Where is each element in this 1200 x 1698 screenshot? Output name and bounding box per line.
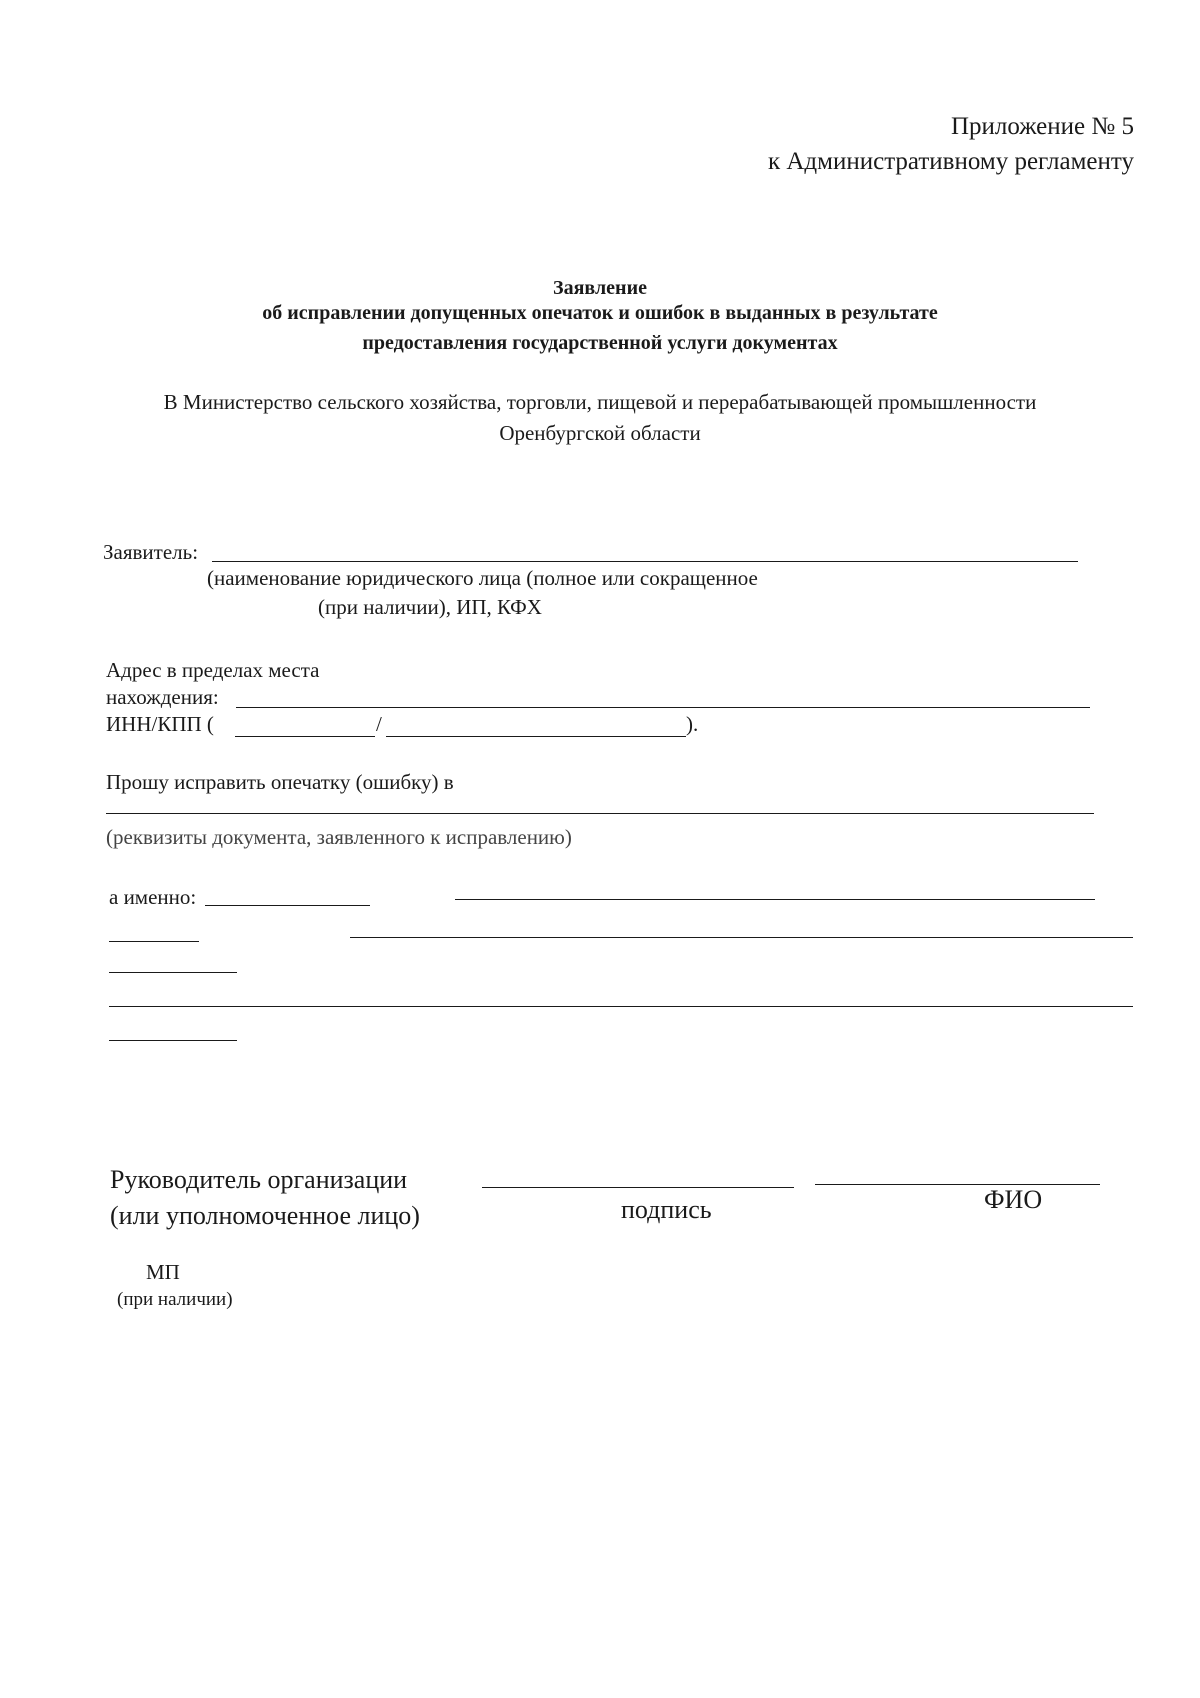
inn-field[interactable] — [235, 736, 375, 737]
addressee-line2: Оренбургской области — [499, 421, 701, 445]
document-title: Заявление — [553, 277, 647, 299]
addressee-line1: В Министерство сельского хозяйства, торговли, пищевой и перерабатывающей промышленности — [163, 390, 1037, 414]
request-text: Прошу исправить опечатку (ошибку) в — [106, 770, 454, 794]
namely-label: а именно: — [109, 885, 197, 909]
kpp-field[interactable] — [386, 736, 686, 737]
applicant-label: Заявитель: — [103, 540, 199, 564]
address-label-line2: нахождения: — [106, 685, 219, 709]
applicant-field[interactable] — [212, 561, 1078, 562]
document-details-hint: (реквизиты документа, заявленного к исправлению) — [106, 825, 572, 849]
namely-field-6[interactable] — [109, 1006, 1133, 1007]
stamp-label: МП — [146, 1260, 180, 1284]
signatory-role-line1: Руководитель организации — [110, 1165, 408, 1194]
regulation-reference: к Административному регламенту — [767, 148, 1134, 175]
address-field[interactable] — [236, 707, 1090, 708]
signature-label: подпись — [621, 1195, 712, 1224]
namely-field-7[interactable] — [109, 1040, 237, 1041]
document-subtitle-line2: предоставления государственной услуги документах — [362, 332, 838, 354]
namely-field-3[interactable] — [109, 941, 199, 942]
signatory-role-line2: (или уполномоченное лицо) — [110, 1201, 420, 1230]
full-name-field[interactable] — [815, 1184, 1100, 1185]
namely-field-2[interactable] — [455, 899, 1095, 900]
signature-field[interactable] — [482, 1187, 794, 1188]
appendix-number: Приложение № 5 — [950, 113, 1134, 140]
namely-field-1[interactable] — [205, 905, 370, 906]
inn-kpp-label: ИНН/КПП ( — [106, 712, 214, 736]
applicant-hint-line1: (наименование юридического лица (полное или сокращенное — [207, 566, 758, 590]
namely-field-5[interactable] — [109, 972, 237, 973]
document-subtitle-line1: об исправлении допущенных опечаток и ошибок в выданных в результате — [262, 302, 938, 324]
inn-kpp-close: ). — [686, 712, 699, 736]
applicant-hint-line2: (при наличии), ИП, КФХ — [318, 595, 542, 619]
stamp-note: (при наличии) — [117, 1289, 233, 1310]
inn-kpp-separator: / — [376, 712, 382, 736]
document-details-field[interactable] — [106, 813, 1094, 814]
full-name-label: ФИО — [984, 1185, 1043, 1214]
address-label-line1: Адрес в пределах места — [106, 658, 320, 682]
namely-field-4[interactable] — [350, 937, 1133, 938]
